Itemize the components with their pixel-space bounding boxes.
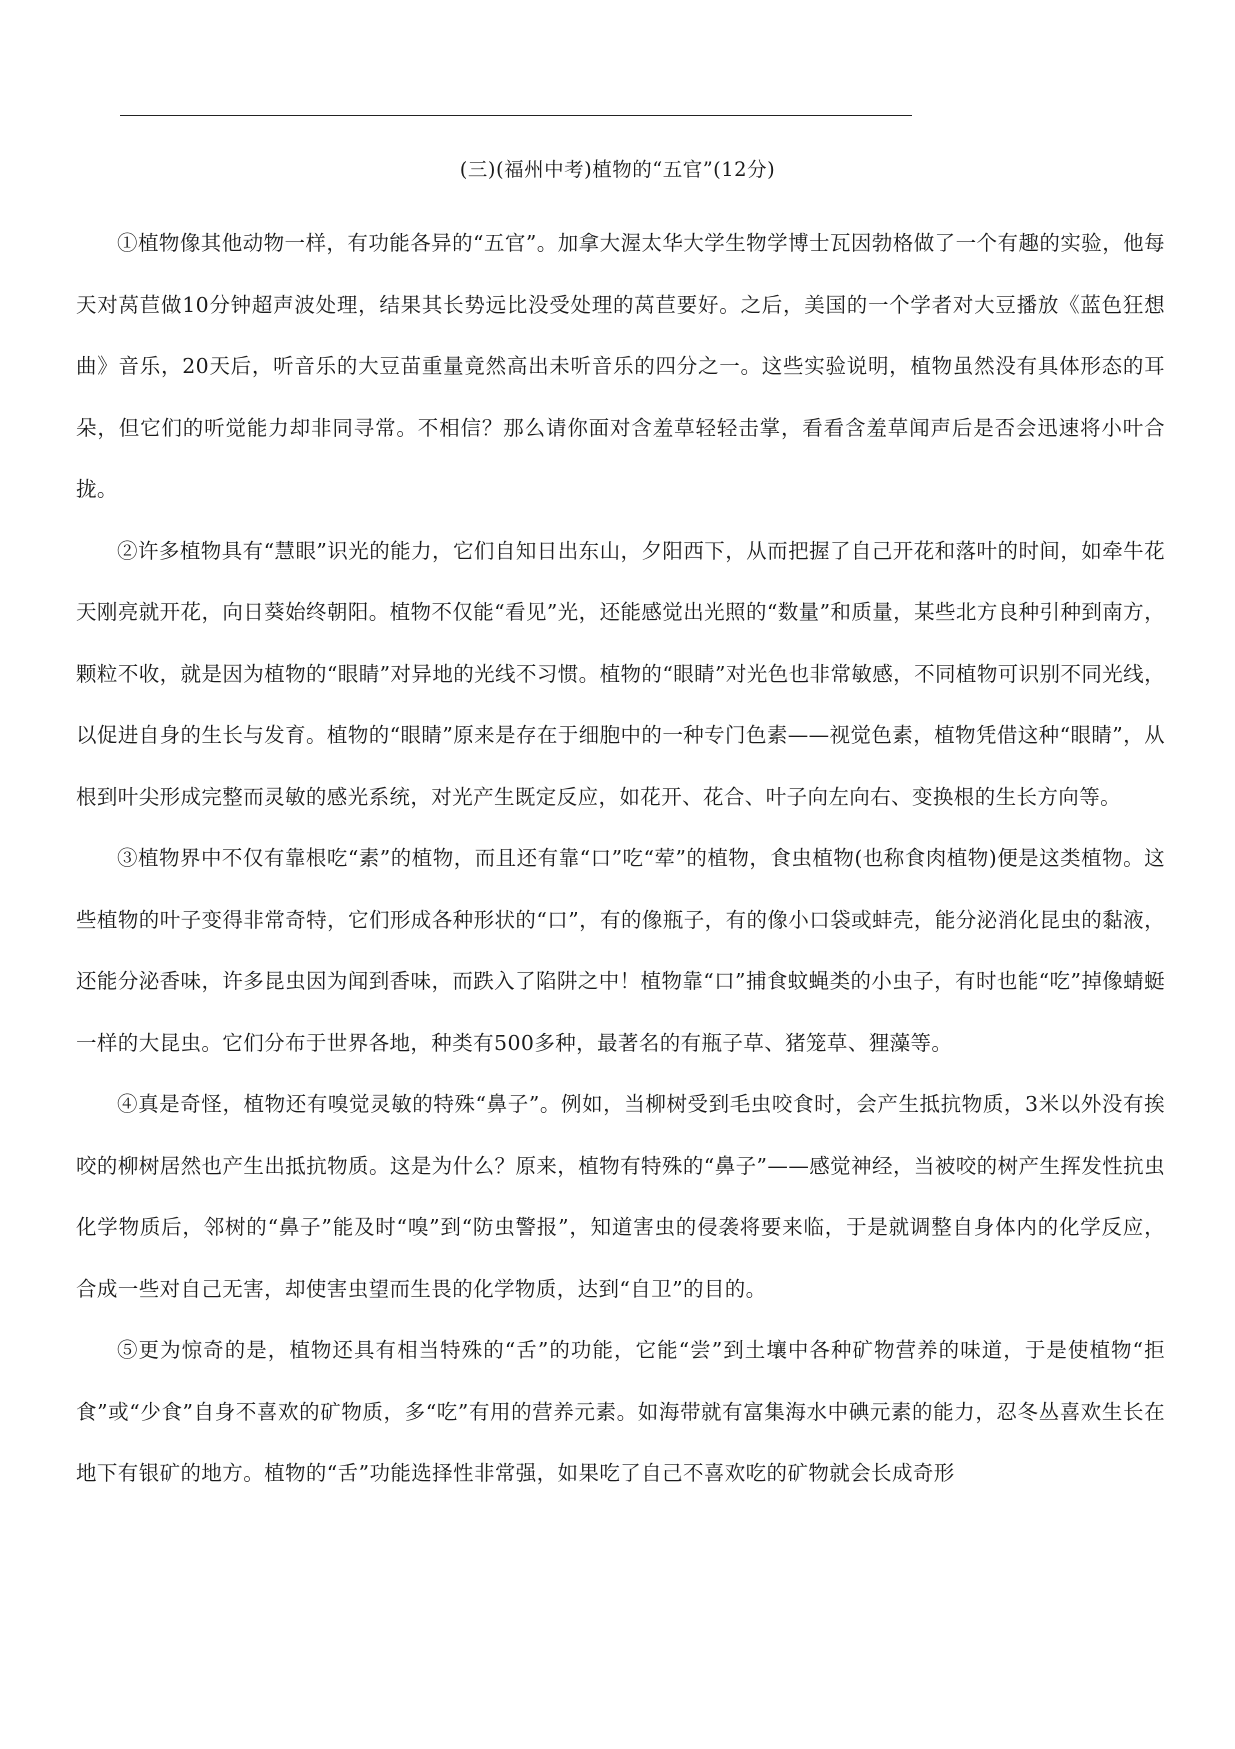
- section-heading: (三)(福州中考)植物的“五官”(12分): [459, 158, 776, 181]
- paragraph-4: ④真是奇怪，植物还有嗅觉灵敏的特殊“鼻子”。例如，当柳树受到毛虫咬食时，会产生抵抗物质，3米以外没有挨咬的柳树居然也产生出抵抗物质。这是为什么？原来，植物有特殊的“鼻子”——感觉神经，当被咬的树产生挥发性抗虫化学物质后，邻树的“鼻子”能及时“嗅”到“防虫警报”，知道害虫的侵袭将要来临，于是就调整自身体内的化学反应，合成一些对自己无害，却使害虫望而生畏的化学物质，达到“自卫”的目的。: [76, 1092, 1165, 1301]
- paragraph-1: ①植物像其他动物一样，有功能各异的“五官”。加拿大渥太华大学生物学博士瓦因勃格做了一个有趣的实验，他每天对莴苣做10分钟超声波处理，结果其长势远比没受处理的莴苣要好。之后，美国的一个学者对大豆播放《蓝色狂想曲》音乐，20天后，听音乐的大豆苗重量竟然高出未听音乐的四分之一。这些实验说明，植物虽然没有具体形态的耳朵，但它们的听觉能力却非同寻常。不相信？那么请你面对含羞草轻轻击掌，看看含羞草闻声后是否会迅速将小叶合拢。: [76, 231, 1165, 501]
- article-body: [76, 213, 1165, 1505]
- paragraph-3: ③植物界中不仅有靠根吃“素”的植物，而且还有靠“口”吃“荤”的植物，食虫植物(也称食肉植物)便是这类植物。这些植物的叶子变得非常奇特，它们形成各种形状的“口”，有的像瓶子，有的像小口袋或蚌壳，能分泌消化昆虫的黏液，还能分泌香味，许多昆虫因为闻到香味，而跌入了陷阱之中！植物靠“口”捕食蚊蝇类的小虫子，有时也能“吃”掉像蜻蜓一样的大昆虫。它们分布于世界各地，种类有500多种，最著名的有瓶子草、猪笼草、狸藻等。: [76, 846, 1165, 1055]
- paragraph-2: ②许多植物具有“慧眼”识光的能力，它们自知日出东山，夕阳西下，从而把握了自己开花和落叶的时间，如牵牛花天刚亮就开花，向日葵始终朝阳。植物不仅能“看见”光，还能感觉出光照的“数量”和质量，某些北方良种引种到南方，颗粒不收，就是因为植物的“眼睛”对异地的光线不习惯。植物的“眼睛”对光色也非常敏感，不同植物可识别不同光线，以促进自身的生长与发育。植物的“眼睛”原来是存在于细胞中的一种专门色素——视觉色素，植物凭借这种“眼睛”，从根到叶尖形成完整而灵敏的感光系统，对光产生既定反应，如花开、花合、叶子向左向右、变换根的生长方向等。: [76, 538, 1165, 809]
- top-divider: [120, 115, 912, 116]
- paragraph-5: ⑤更为惊奇的是，植物还具有相当特殊的“舌”的功能，它能“尝”到土壤中各种矿物营养的味道，于是使植物“拒食”或“少食”自身不喜欢的矿物质，多“吃”有用的营养元素。如海带就有富集海水中碘元素的能力，忍冬丛喜欢生长在地下有银矿的地方。植物的“舌”功能选择性非常强，如果吃了自己不喜欢吃的矿物就会长成奇形: [76, 1338, 1165, 1485]
